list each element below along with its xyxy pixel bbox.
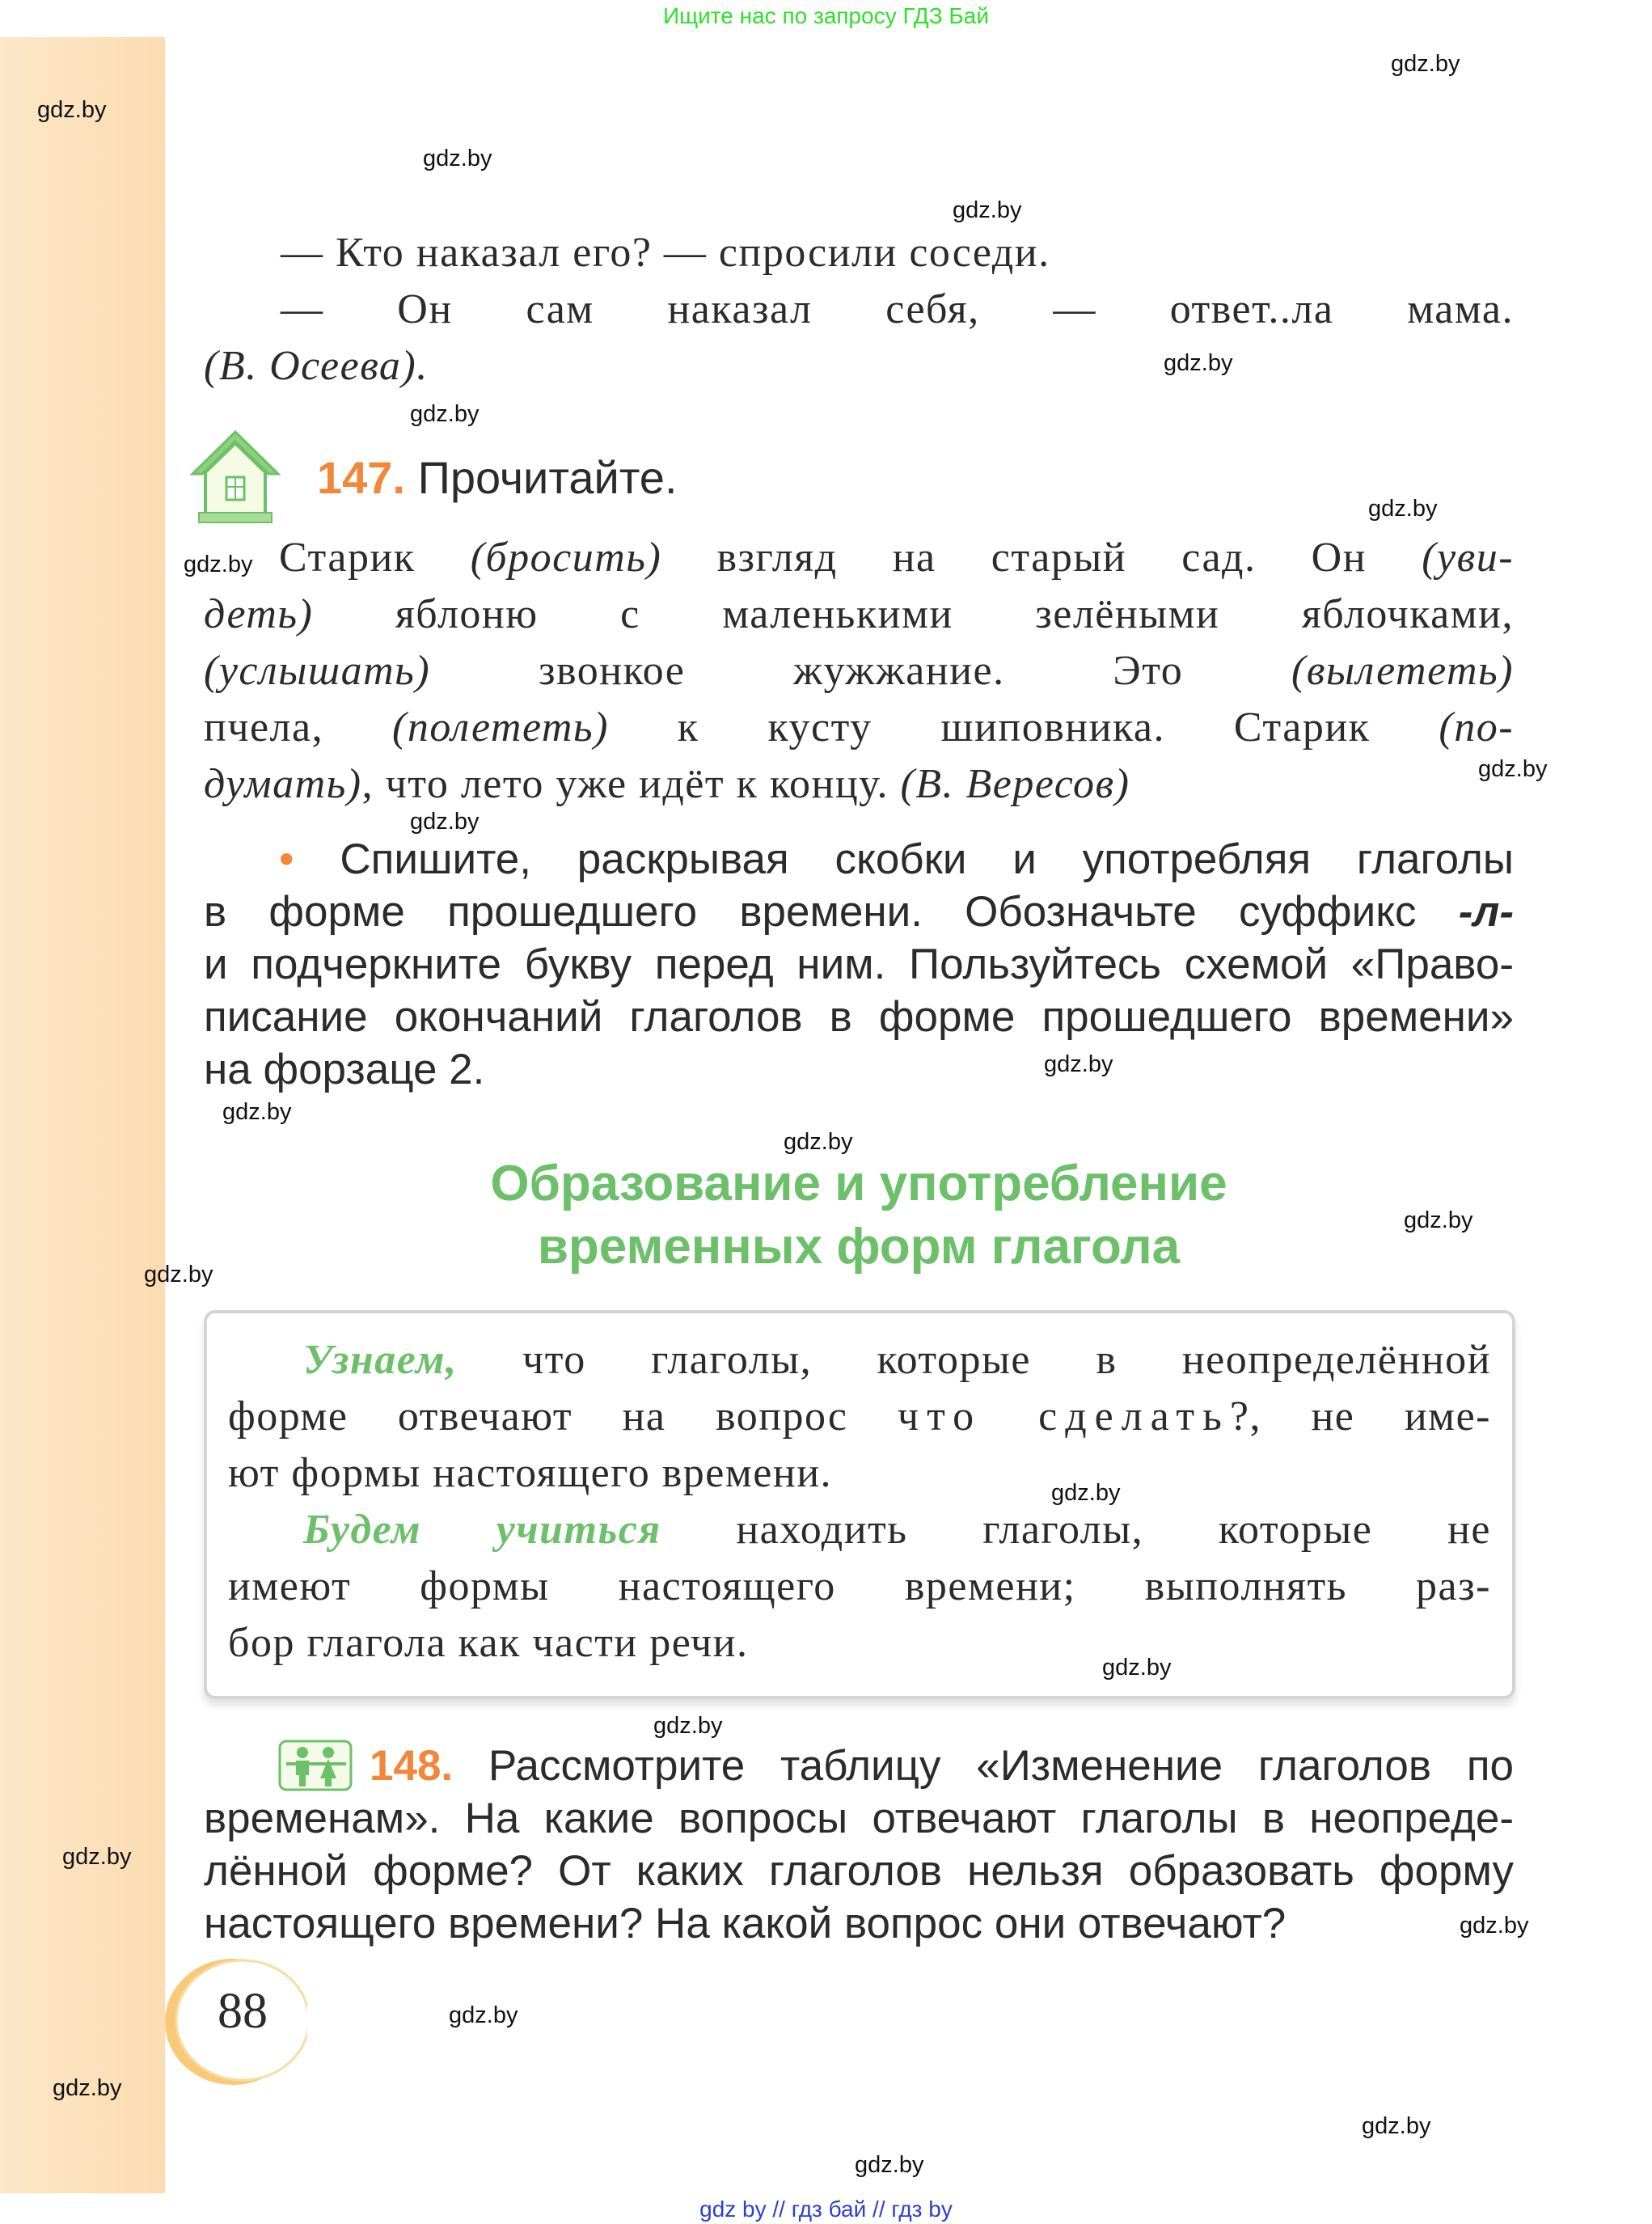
watermark: gdz.by (653, 1713, 723, 1739)
watermark: gdz.by (1102, 1655, 1172, 1681)
watermark: gdz.by (1460, 1913, 1529, 1939)
section-title (204, 1152, 1514, 1279)
text-line (228, 1558, 1491, 1615)
watermark: gdz.by (184, 552, 253, 577)
watermark: gdz.by (1391, 51, 1460, 77)
watermark: gdz.by (53, 2075, 122, 2101)
rule-box-will-learn (228, 1502, 1491, 1672)
watermark: gdz.by (449, 2002, 518, 2028)
text-segment: пчела, (204, 704, 393, 750)
text-segment: бор глагола как части речи. (228, 1620, 749, 1666)
text-segment: деть) (204, 591, 314, 637)
watermark: gdz.by (1478, 756, 1548, 782)
text-segment: Старик (279, 535, 471, 581)
text-segment: Спишите, раскрывая скобки и употребляя глаголы (340, 835, 1514, 883)
text-line (204, 938, 1514, 991)
text-line (204, 225, 1514, 281)
rule-box-learn (228, 1332, 1491, 1502)
text-segment: (уви- (1422, 535, 1515, 581)
text-segment: (по- (1439, 704, 1515, 750)
text-segment: звонкое жужжание. Это (430, 648, 1292, 694)
text-line (204, 1792, 1514, 1845)
text-segment: имеют формы настоящего времени; выполнять раз- (228, 1563, 1491, 1609)
text-line (228, 1332, 1491, 1389)
text-segment: , что лето уже идёт к концу. (361, 761, 901, 807)
text-segment: к кусту шиповника. Старик (608, 704, 1439, 750)
text-line (204, 1897, 1514, 1950)
page-number-badge (137, 1951, 307, 2092)
bullet-icon: • (279, 835, 340, 883)
text-segment: (бросить) (470, 535, 662, 581)
watermark: gdz.by (784, 1129, 853, 1155)
watermark: gdz.by (410, 401, 480, 427)
text-segment: лённой форме? От каких глаголов нельзя образовать форму (204, 1847, 1514, 1895)
text-line (204, 756, 1514, 813)
watermark: gdz.by (37, 97, 107, 123)
dialog-line-2 (204, 281, 1514, 395)
text-line (228, 1615, 1491, 1672)
section-title-line-1: Образование и употребление (490, 1156, 1227, 1211)
text-line (204, 700, 1514, 756)
text-line (204, 1043, 1514, 1096)
top-banner[interactable]: Ищите нас по запросу ГДЗ Бай (662, 3, 990, 28)
text-segment: находить глаголы, которые не (661, 1507, 1491, 1553)
text-segment: настоящего времени? На какой вопрос они отвечают? (204, 1900, 1287, 1947)
watermark: gdz.by (410, 809, 480, 835)
watermark: gdz.by (855, 2152, 924, 2178)
text-line (204, 586, 1514, 643)
exercise-number: 147. (317, 452, 405, 503)
section-title-line-2: временных форм глагола (537, 1219, 1181, 1275)
text-line (204, 281, 1514, 338)
exercise-148-text (204, 1740, 1514, 1950)
exercise-147-text (204, 530, 1514, 813)
watermark: gdz.by (222, 1099, 292, 1125)
text-segment: что сделать (897, 1393, 1230, 1440)
watermark: gdz.by (953, 197, 1022, 223)
watermark: gdz.by (1362, 2113, 1431, 2139)
text-line (204, 643, 1514, 700)
exercise-number: 148. (370, 1742, 454, 1790)
text-line (228, 1389, 1491, 1445)
exercise-title: Прочитайте. (417, 452, 678, 503)
page-number: 88 (218, 1984, 268, 2039)
text-segment: — Он сам наказал себя, — ответ..ла мама. (281, 286, 1514, 332)
text-segment: писание окончаний глаголов в форме прошедшего времени» (204, 993, 1514, 1041)
text-segment: — Кто наказал его? — спросили соседи. (281, 230, 1050, 276)
watermark: gdz.by (62, 1844, 132, 1870)
text-segment: (услышать) (204, 648, 431, 694)
text-segment: Узнаем, (303, 1337, 458, 1383)
text-line (204, 1740, 1514, 1792)
text-segment: форме отвечают на вопрос (228, 1393, 898, 1440)
dialog-line-1 (204, 225, 1514, 281)
text-line (204, 833, 1514, 886)
text-line (228, 1502, 1491, 1558)
watermark: gdz.by (1044, 1051, 1113, 1077)
text-segment: ?, не име- (1229, 1393, 1491, 1440)
text-segment: Рассмотрите таблицу «Изменение глаголов по (453, 1742, 1514, 1790)
text-segment: что глаголы, которые в неопределённой (457, 1337, 1491, 1383)
text-segment: временам». На какие вопросы отвечают глаголы в неопреде- (204, 1795, 1514, 1842)
exercise-147-heading (317, 451, 678, 504)
watermark: gdz.by (144, 1262, 213, 1287)
exercise-147-task (204, 833, 1514, 1096)
text-line (204, 1845, 1514, 1897)
text-line (204, 991, 1514, 1043)
text-segment: и подчеркните букву перед ним. Пользуйтесь схемой «Право- (204, 941, 1514, 988)
watermark: gdz.by (1051, 1480, 1121, 1506)
text-segment: яблоню с маленькими зелёными яблочками, (313, 591, 1514, 637)
text-line (204, 338, 1514, 395)
text-segment: (В. Осеева). (204, 343, 429, 389)
text-segment: в форме прошедшего времени. Обозначьте суффикс (204, 888, 1459, 936)
watermark: gdz.by (1368, 496, 1438, 522)
text-segment: (вылететь) (1291, 648, 1514, 694)
text-segment: ют формы настоящего времени. (228, 1450, 833, 1496)
text-segment: Будем учиться (303, 1507, 661, 1553)
watermark: gdz.by (1404, 1207, 1473, 1233)
text-segment: думать) (204, 761, 362, 807)
text-segment: взгляд на старый сад. Он (661, 535, 1422, 581)
text-line (204, 886, 1514, 938)
text-segment: (полететь) (392, 704, 609, 750)
house-icon (189, 429, 282, 524)
text-segment: (В. Вересов) (900, 761, 1130, 807)
watermark: gdz.by (423, 146, 492, 171)
text-line (204, 530, 1514, 586)
text-segment: на форзаце 2. (204, 1046, 485, 1093)
watermark: gdz.by (1164, 350, 1233, 376)
bottom-banner[interactable]: gdz by // гдз бай // гдз by (699, 2197, 953, 2222)
text-line (228, 1445, 1491, 1502)
text-segment: -л- (1458, 888, 1514, 936)
